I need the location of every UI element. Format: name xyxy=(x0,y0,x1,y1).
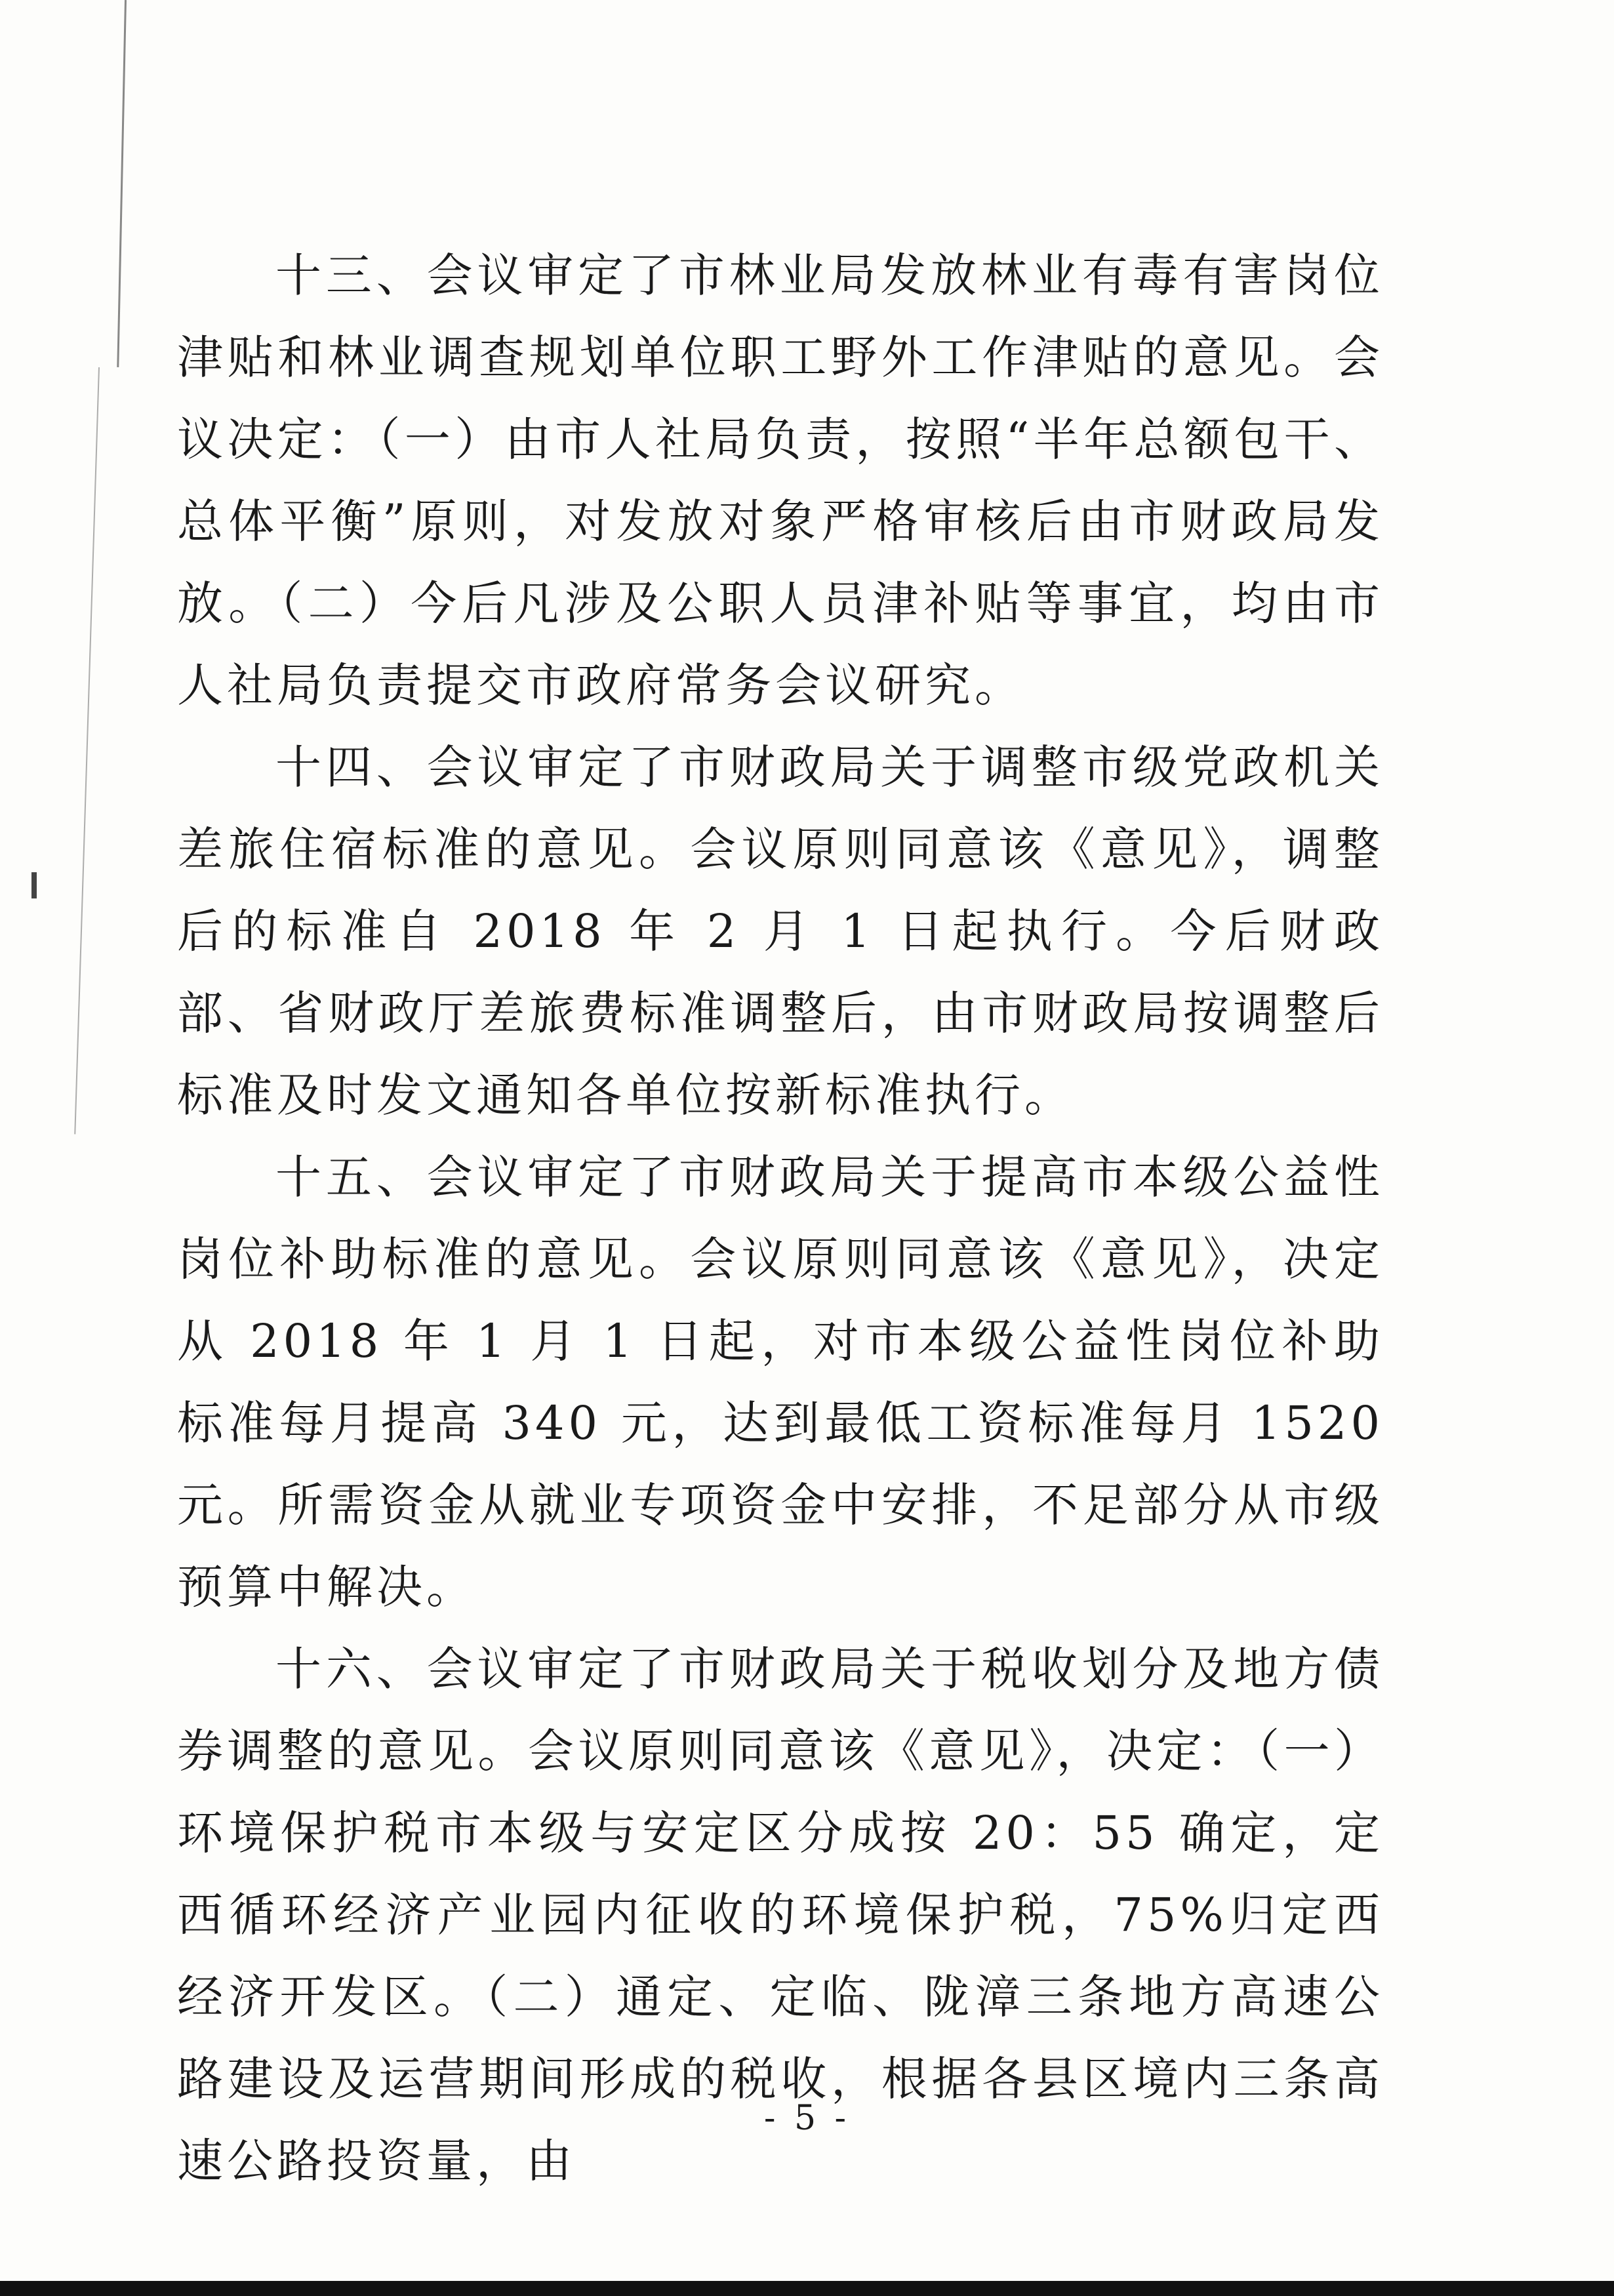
scan-edge-line xyxy=(117,0,127,367)
paragraph-13 xyxy=(177,235,1384,727)
paragraph-lead: 十四、会议审定了市财政局关于调整市级党政机关差旅住宿标准的意见。 xyxy=(177,740,1384,876)
paragraph-body: 会议原则同意该《意见》，决定从 2018 年 1 月 1 日起，对市本级公益性岗位补助标准每月提高 340 元，达到最低工资标准每月 1520 元。所需资金从就业专项资金中安排，不足部分从市级预算中解决。 xyxy=(177,1232,1384,1614)
paragraph-lead: 十六、会议审定了市财政局关于税收划分及地方债券调整的意见。 xyxy=(177,1642,1384,1778)
paragraph-14 xyxy=(177,727,1384,1137)
paragraph-lead: 十三、会议审定了市林业局发放林业有毒有害岗位津贴和林业调查规划单位职工野外工作津贴的意见。 xyxy=(177,249,1384,384)
scan-bottom-edge xyxy=(0,2281,1614,2296)
scan-mark xyxy=(31,872,37,898)
paragraph-15 xyxy=(177,1137,1384,1628)
page-number: - 5 - xyxy=(763,2099,851,2138)
paragraph-lead: 十五、会议审定了市财政局关于提高市本级公益性岗位补助标准的意见。 xyxy=(177,1150,1384,1286)
scan-edge-line xyxy=(74,367,100,1134)
paragraph-body: 会议原则同意该《意见》，决定：（一）环境保护税市本级与安定区分成按 20：55 确定，定西循环经济产业园内征收的环境保护税，75%归定西经济开发区。（二）通定、定临、陇漳三条地方高速公路建设及运营期间形成的税收，根据各县区境内三条高速公路投资量，由 xyxy=(177,1724,1384,2188)
document-body xyxy=(177,235,1384,2202)
paragraph-body: 会议决定：（一）由市人社局负责，按照“半年总额包干、总体平衡”原则，对发放对象严格审核后由市财政局发放。（二）今后凡涉及公职人员津补贴等事宜，均由市人社局负责提交市政府常务会议研究。 xyxy=(177,331,1384,712)
paragraph-body: 会议原则同意该《意见》，调整后的标准自 2018 年 2 月 1 日起执行。今后财政部、省财政厅差旅费标准调整后，由市财政局按调整后标准及时发文通知各单位按新标准执行。 xyxy=(177,822,1384,1122)
